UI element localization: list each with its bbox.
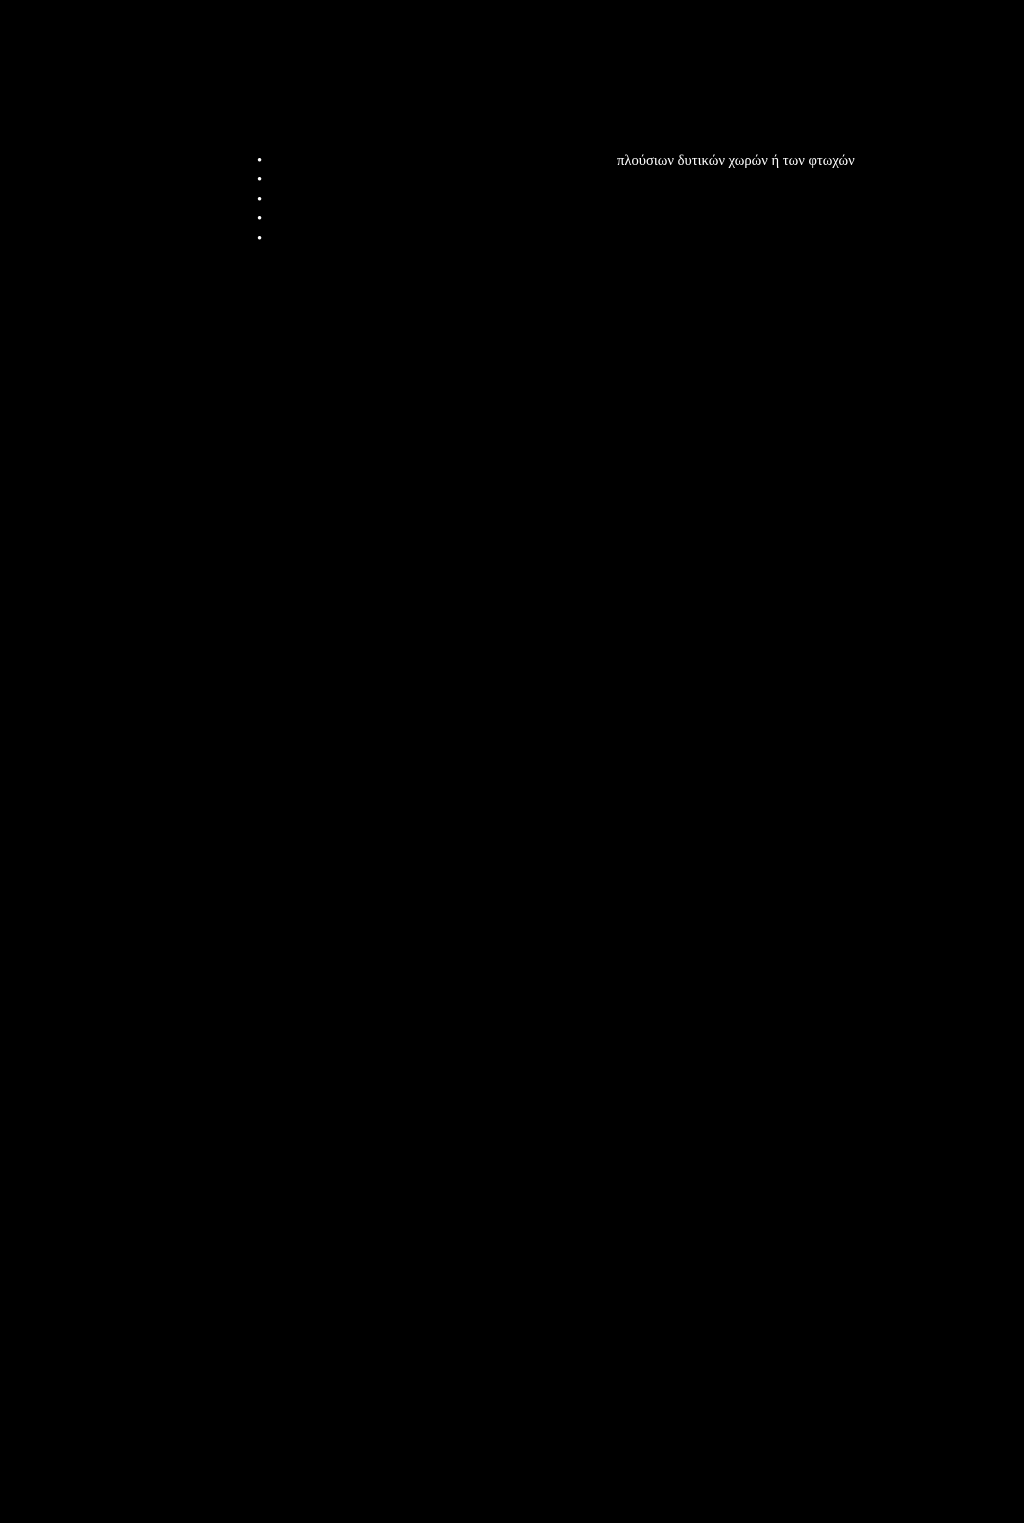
last-line: πλούσιων δυτικών χωρών ή των φτωχών — [617, 153, 855, 169]
bullet-dot-icon: • — [257, 211, 263, 228]
bullet-dot-icon: • — [257, 172, 263, 189]
bullet-item — [257, 210, 598, 229]
bullet-item — [257, 230, 598, 249]
bullet-item — [257, 191, 598, 210]
left-column — [257, 152, 598, 249]
bullet-item — [257, 171, 598, 190]
bullet-dot-icon: • — [257, 191, 263, 208]
right-column — [617, 152, 953, 171]
bullet-dot-icon: • — [257, 153, 263, 169]
bullet-item — [257, 152, 598, 171]
bullet-dot-icon: • — [257, 230, 263, 247]
